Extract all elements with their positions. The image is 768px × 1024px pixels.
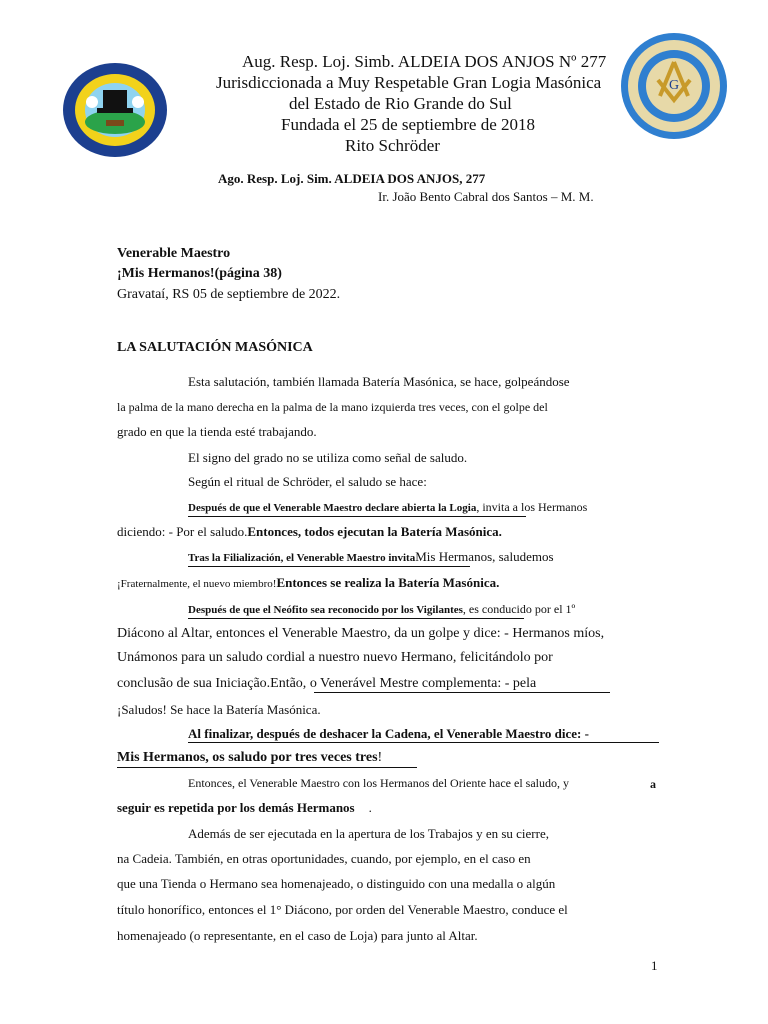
body-line-2: la palma de la mano derecha en la palma de la mano izquierda tres veces, con el golpe del — [117, 400, 548, 414]
greeting: ¡Mis Hermanos!(página 38) — [117, 266, 282, 281]
segment-conclusao: conclusão de sua Iniciação.Então, — [117, 676, 307, 691]
body-line-8 — [188, 548, 554, 566]
segment-invita: , invita — [476, 500, 510, 514]
segment-conducido: , es conducido por el 1º — [462, 602, 576, 616]
body-line-4: El signo del grado no se utiliza como señal de saludo. — [188, 450, 468, 465]
segment-bateria: Entonces, todos ejecutan la Batería Masónica. — [247, 524, 502, 539]
svg-text:G: G — [669, 78, 680, 93]
body-line-20: na Cadeia. También, en otras oportunidades, cuando, por ejemplo, en el caso en — [117, 851, 531, 866]
body-line-3: grado en que la tienda esté trabajando. — [117, 424, 317, 439]
segment-saludo: diciendo: - Por el saludo. — [117, 524, 248, 539]
body-line-5: Según el ritual de Schröder, el saludo se hace: — [188, 474, 427, 489]
underline-15 — [188, 742, 659, 743]
body-line-1: Esta salutación, también llamada Batería Masónica, se hace, golpeándose — [188, 374, 570, 389]
body-line-7 — [117, 524, 502, 540]
body-line-15: Al finalizar, después de deshacer la Cadena, el Venerable Maestro dice: - — [188, 726, 589, 741]
underline-6 — [188, 516, 526, 517]
body-line-23: homenajeado (o representante, en el caso de Loja) para junto al Altar. — [117, 928, 478, 943]
underline-10 — [188, 618, 524, 619]
segment-repetida: seguir es repetida por los demás Hermanos — [117, 800, 355, 815]
segment-saludemos: Mis Hermanos, saludemos — [415, 549, 554, 564]
underline-8 — [188, 566, 470, 567]
header-line-3: del Estado de Rio Grande do Sul — [289, 94, 512, 113]
segment-realiza: Entonces se realiza la Batería Masónica. — [276, 575, 500, 590]
segment-filializacion: Tras la Filialización, el Venerable Maestro invita — [188, 552, 416, 564]
segment-hermanos: a los Hermanos — [509, 500, 588, 514]
body-line-17: Entonces, el Venerable Maestro con los Hermanos del Oriente hace el saludo, y — [188, 776, 569, 790]
underline-16 — [117, 767, 417, 768]
recipient: Venerable Maestro — [117, 246, 231, 261]
body-line-17-right: a — [650, 777, 656, 791]
lodge-emblem-icon — [62, 62, 168, 158]
segment-nuevo-miembro: ¡Fraternalmente, el nuevo miembro! — [117, 578, 277, 590]
segment-neofito: Después de que el Neófito sea reconocido por los Vigilantes — [188, 604, 463, 616]
body-line-13 — [117, 676, 536, 692]
header-line-2: Jurisdiccionada a Muy Respetable Gran Logia Masónica — [216, 73, 602, 92]
body-line-18 — [117, 800, 372, 816]
segment-complementa: o Venerável Mestre complementa: - pela — [306, 676, 537, 691]
header-line-5: Rito Schröder — [345, 136, 440, 155]
segment-exclamation: ! — [377, 750, 383, 765]
segment-tres-veces: Mis Hermanos, os saludo por tres veces tres — [117, 750, 378, 765]
place-date: Gravataí, RS 05 de septiembre de 2022. — [117, 287, 341, 302]
body-line-14: ¡Saludos! Se hace la Batería Masónica. — [117, 702, 321, 717]
body-line-21: que una Tienda o Hermano sea homenajeado, o distinguido con una medalla o algún — [117, 876, 556, 891]
body-line-9 — [117, 574, 499, 592]
header-line-4: Fundada el 25 de septiembre de 2018 — [281, 115, 535, 134]
page-number: 1 — [651, 958, 658, 973]
segment-open-lodge: Después de que el Venerable Maestro declare abierta la Logia — [188, 502, 477, 514]
header-line-1: Aug. Resp. Loj. Simb. ALDEIA DOS ANJOS Nº 277 — [242, 52, 607, 71]
body-line-6 — [188, 498, 587, 516]
grand-lodge-seal-icon — [620, 32, 728, 140]
lodge-address: Ago. Resp. Loj. Sim. ALDEIA DOS ANJOS, 277 — [218, 171, 486, 186]
body-line-22: título honorífico, entonces el 1° Diácono, por orden del Venerable Maestro, conduce el — [117, 902, 568, 917]
body-line-11: Diácono al Altar, entonces el Venerable Maestro, da un golpe y dice: - Hermanos míos, — [117, 626, 605, 641]
body-line-10 — [188, 600, 575, 618]
author-line: Ir. João Bento Cabral dos Santos – M. M. — [378, 189, 594, 204]
document-title: LA SALUTACIÓN MASÓNICA — [117, 340, 313, 355]
body-line-19: Además de ser ejecutada en la apertura de los Trabajos y en su cierre, — [188, 826, 549, 841]
segment-period: . — [368, 800, 372, 815]
body-line-12: Unámonos para un saludo cordial a nuestro nuevo Hermano, felicitándolo por — [117, 650, 553, 665]
underline-13 — [314, 692, 610, 693]
body-line-16 — [117, 750, 382, 766]
